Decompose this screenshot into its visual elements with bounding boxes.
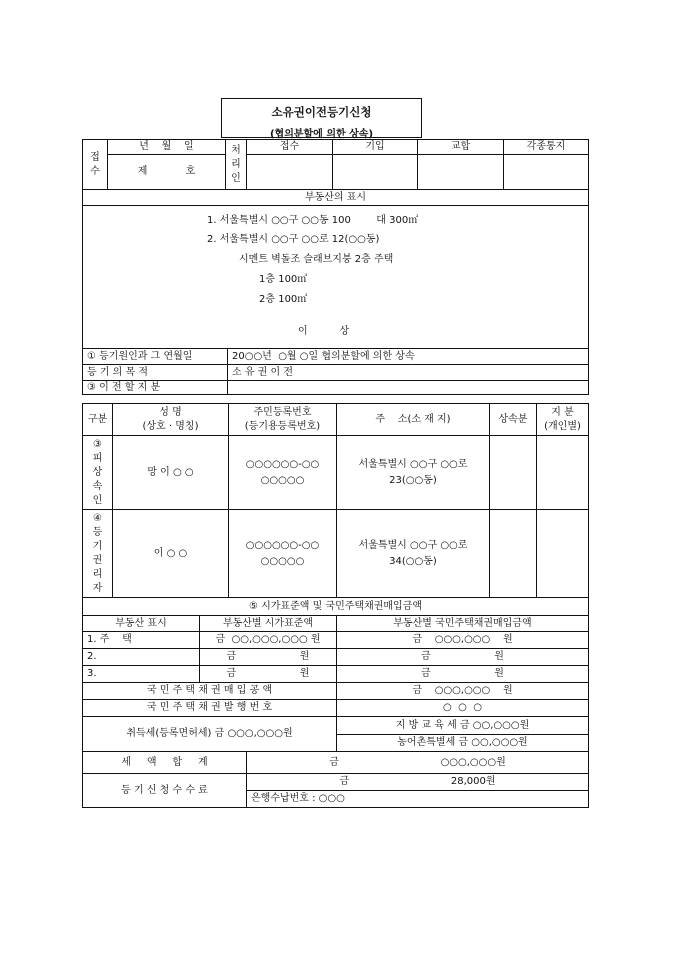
property-table <box>82 189 589 395</box>
header-id: 주민등록번호 (등기용등록번호) <box>229 404 337 436</box>
property-header: 부동산의 표시 <box>83 190 589 206</box>
tax-row-3-standard: 금 원 <box>200 666 337 683</box>
tax-col-property: 부동산 표시 <box>83 616 200 632</box>
tax-row-3-item: 3. <box>83 666 200 683</box>
heir-inherit <box>490 510 537 598</box>
decedent-share <box>537 436 589 510</box>
processor-label: 처 리 인 <box>226 140 247 190</box>
col-entry: 기입 <box>333 140 418 155</box>
tax-col-bond: 부동산별 국민주택채권매입금액 <box>337 616 589 632</box>
decedent-id: ○○○○○○-○○ ○○○○○ <box>229 436 337 510</box>
heir-role: ④ 등 기 권 리 자 <box>83 510 113 598</box>
header-gubun: 구분 <box>83 404 113 436</box>
tax-row-1-bond: 금 ○○○,○○○ 원 <box>337 632 589 649</box>
acquisition-tax: 취득세(등록면허세) 금 ○○○,○○○원 <box>83 717 337 752</box>
col-notice: 각종통지 <box>504 140 589 155</box>
tax-total-label: 세 액 합 계 <box>83 752 247 774</box>
decedent-role: ③ 피 상 속 인 <box>83 436 113 510</box>
receipt-date-label: 년 월 일 <box>108 140 226 155</box>
property-line-5: 2층 100㎡ <box>259 294 308 305</box>
col-check: 교합 <box>418 140 504 155</box>
tax-row-1-standard: 금 ○○,○○○,○○○ 원 <box>200 632 337 649</box>
tax-col-standard: 부동산별 시가표준액 <box>200 616 337 632</box>
cause-label: ① 등기원인과 그 연월일 <box>83 349 228 365</box>
purpose-label: 등 기 의 목 적 <box>83 365 228 381</box>
tax-row-2-standard: 금 원 <box>200 649 337 666</box>
tax-header: ⑤ 시가표준액 및 국민주택채권매입금액 <box>83 598 589 616</box>
bank-number: 은행수납번호 : ○○○ <box>247 791 589 808</box>
col-receipt: 접수 <box>247 140 333 155</box>
heir-name: 이 ○ ○ <box>113 510 229 598</box>
receipt-label: 접 수 <box>83 140 108 190</box>
header-inherit: 상속분 <box>490 404 537 436</box>
farm-tax: 농어촌특별세 금 ○○,○○○원 <box>337 735 589 752</box>
tax-total-value: 금 ○○○,○○○원 <box>247 752 589 774</box>
property-line-3: 시멘트 벽돌조 슬래브지붕 2층 주택 <box>239 254 394 265</box>
tax-table <box>82 597 589 808</box>
notice-cell <box>504 155 589 190</box>
property-line-1: 1. 서울특별시 ○○구 ○○동 100 대 300㎡ <box>207 215 419 226</box>
header-name: 성 명 (상호 · 명칭) <box>113 404 229 436</box>
form-subtitle: (협의분할에 의한 상속) <box>269 129 374 140</box>
tax-row-1-item: 1. 주 택 <box>83 632 200 649</box>
heir-id: ○○○○○○-○○ ○○○○○ <box>229 510 337 598</box>
fee-label: 등 기 신 청 수 수 료 <box>83 774 247 808</box>
decedent-name: 망 이 ○ ○ <box>113 436 229 510</box>
receipt-number-label: 제 호 <box>108 155 226 190</box>
bond-total-value: 금 ○○○,○○○ 원 <box>337 683 589 700</box>
tax-row-3-bond: 금 원 <box>337 666 589 683</box>
education-tax: 지 방 교 육 세 금 ○○,○○○원 <box>337 717 589 735</box>
fee-value: 금 28,000원 <box>247 774 589 791</box>
heir-address: 서울특별시 ○○구 ○○로 34(○○동) <box>337 510 490 598</box>
bond-issue-value: ○ ○ ○ <box>337 700 589 717</box>
decedent-inherit <box>490 436 537 510</box>
receipt-table <box>82 139 589 190</box>
tax-row-2-item: 2. <box>83 649 200 666</box>
party-table <box>82 403 589 598</box>
share-section-label: ③ 이 전 할 지 분 <box>83 381 228 395</box>
bond-total-label: 국 민 주 택 채 권 매 입 공 액 <box>83 683 337 700</box>
decedent-address: 서울특별시 ○○구 ○○로 23(○○동) <box>337 436 490 510</box>
check-cell <box>418 155 504 190</box>
entry-cell <box>333 155 418 190</box>
property-line-4: 1층 100㎡ <box>259 274 308 285</box>
heir-share <box>537 510 589 598</box>
share-section-empty <box>228 381 589 395</box>
property-end: 이 상 <box>298 326 350 337</box>
form-title: 소유권이전등기신청 <box>271 105 372 119</box>
title-box <box>221 98 422 138</box>
tax-row-2-bond: 금 원 <box>337 649 589 666</box>
purpose-value: 소 유 권 이 전 <box>228 365 589 381</box>
header-address: 주 소(소 재 지) <box>337 404 490 436</box>
receipt-cell <box>247 155 333 190</box>
property-line-2: 2. 서울특별시 ○○구 ○○로 12(○○동) <box>207 234 380 245</box>
header-share: 지 분 (개인별) <box>537 404 589 436</box>
bond-issue-label: 국 민 주 택 채 권 발 행 번 호 <box>83 700 337 717</box>
cause-value: 20○○년 ○월 ○일 협의분할에 의한 상속 <box>228 349 589 365</box>
property-description <box>83 206 589 349</box>
